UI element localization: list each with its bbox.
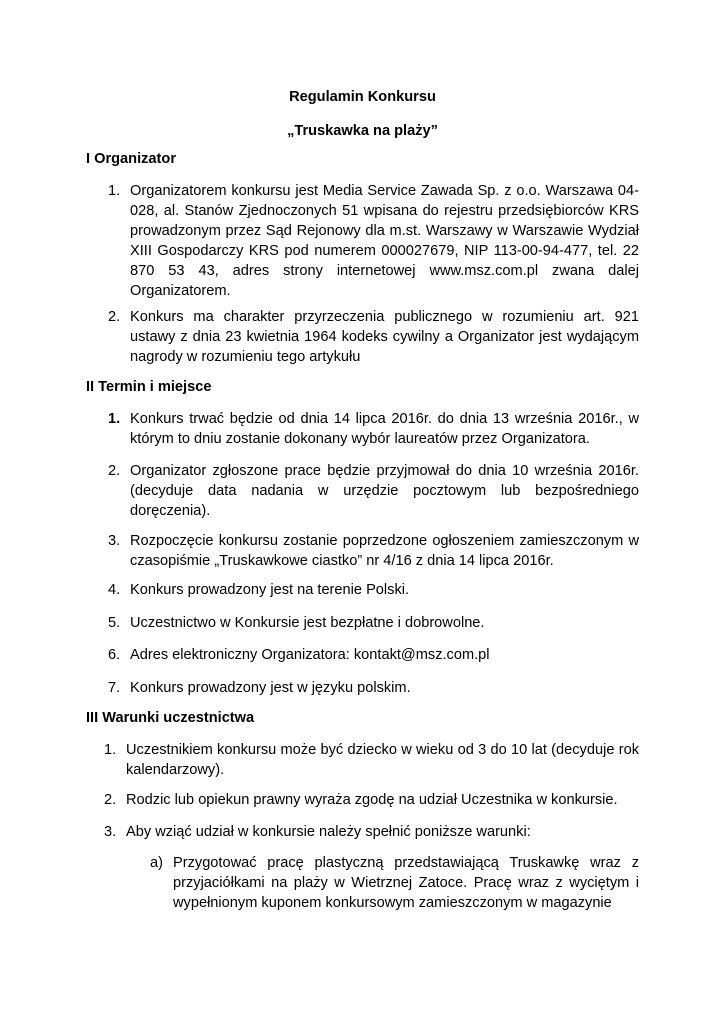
list-number: 1. <box>108 183 121 199</box>
list-text: Uczestnictwo w Konkursie jest bezpłatne i dobrowolne. <box>130 615 485 631</box>
list-number: 7. <box>108 680 121 696</box>
section-heading-organizator: I Organizator <box>86 151 177 167</box>
list-text: Adres elektroniczny Organizatora: kontakt@msz.com.pl <box>130 647 490 663</box>
section-heading-termin: II Termin i miejsce <box>86 379 212 395</box>
list-text: Aby wziąć udział w konkursie należy spełnić poniższe warunki: <box>126 824 531 840</box>
list-text: Konkurs ma charakter przyrzeczenia publicznego w rozumieniu art. 921 ustawy z dnia 23 kwietnia 1964 kodeks cywilny a Organizator jest wydającym nagrody w rozumieniu tego artykułu <box>130 309 639 365</box>
list-number: 3. <box>104 824 117 840</box>
list-number: 5. <box>108 615 121 631</box>
section-heading-warunki: III Warunki uczestnictwa <box>86 710 255 726</box>
list-text: Organizator zgłoszone prace będzie przyjmował do dnia 10 września 2016r. (decyduje data nadania w urzędzie pocztowym lub bezpośredniego doręczenia). <box>130 463 639 519</box>
document-subtitle: „Truskawka na plaży” <box>287 123 438 139</box>
list-text: Rozpoczęcie konkursu zostanie poprzedzone ogłoszeniem zamieszczonym w czasopiśmie „Truskawkowe ciastko” nr 4/16 z dnia 14 lipca 2016r. <box>130 533 639 569</box>
sub-list-text: Przygotować pracę plastyczną przedstawiającą Truskawkę wraz z przyjaciółkami na plaży w Wietrznej Zatoce. Pracę wraz z wyciętym i wypełnionym kuponem konkursowym zamieszczonym w magazynie <box>173 855 639 911</box>
list-text: Konkurs prowadzony jest w języku polskim. <box>130 680 411 696</box>
list-number: 3. <box>108 533 121 549</box>
list-number: 1. <box>108 411 121 427</box>
list-number: 2. <box>108 463 121 479</box>
list-text: Uczestnikiem konkursu może być dziecko w wieku od 3 do 10 lat (decyduje rok kalendarzowy). <box>126 742 639 778</box>
sub-list-letter: a) <box>150 855 163 871</box>
list-text: Organizatorem konkursu jest Media Service Zawada Sp. z o.o. Warszawa 04-028, al. Stanów Zjednoczonych 51 wpisana do rejestru przedsiębiorców KRS prowadzonym przez Sąd Rejonowy dla m.st. Warszawy w Warszawie Wydział XIII Gospodarczy KRS pod numerem 000027679, NIP 113-00-94-477, tel. 22 870 53 43, adres strony internetowej www.msz.com.pl zwana dalej Organizatorem. <box>130 183 639 299</box>
list-text: Konkurs prowadzony jest na terenie Polski. <box>130 582 410 598</box>
list-number: 1. <box>104 742 117 758</box>
list-text: Rodzic lub opiekun prawny wyraża zgodę na udział Uczestnika w konkursie. <box>126 792 618 808</box>
list-number: 2. <box>108 309 121 325</box>
document-title: Regulamin Konkursu <box>289 89 436 105</box>
list-number: 4. <box>108 582 121 598</box>
list-text: Konkurs trwać będzie od dnia 14 lipca 2016r. do dnia 13 września 2016r., w którym to dniu zostanie dokonany wybór laureatów przez Organizatora. <box>130 411 639 447</box>
list-number: 6. <box>108 647 121 663</box>
list-number: 2. <box>104 792 117 808</box>
